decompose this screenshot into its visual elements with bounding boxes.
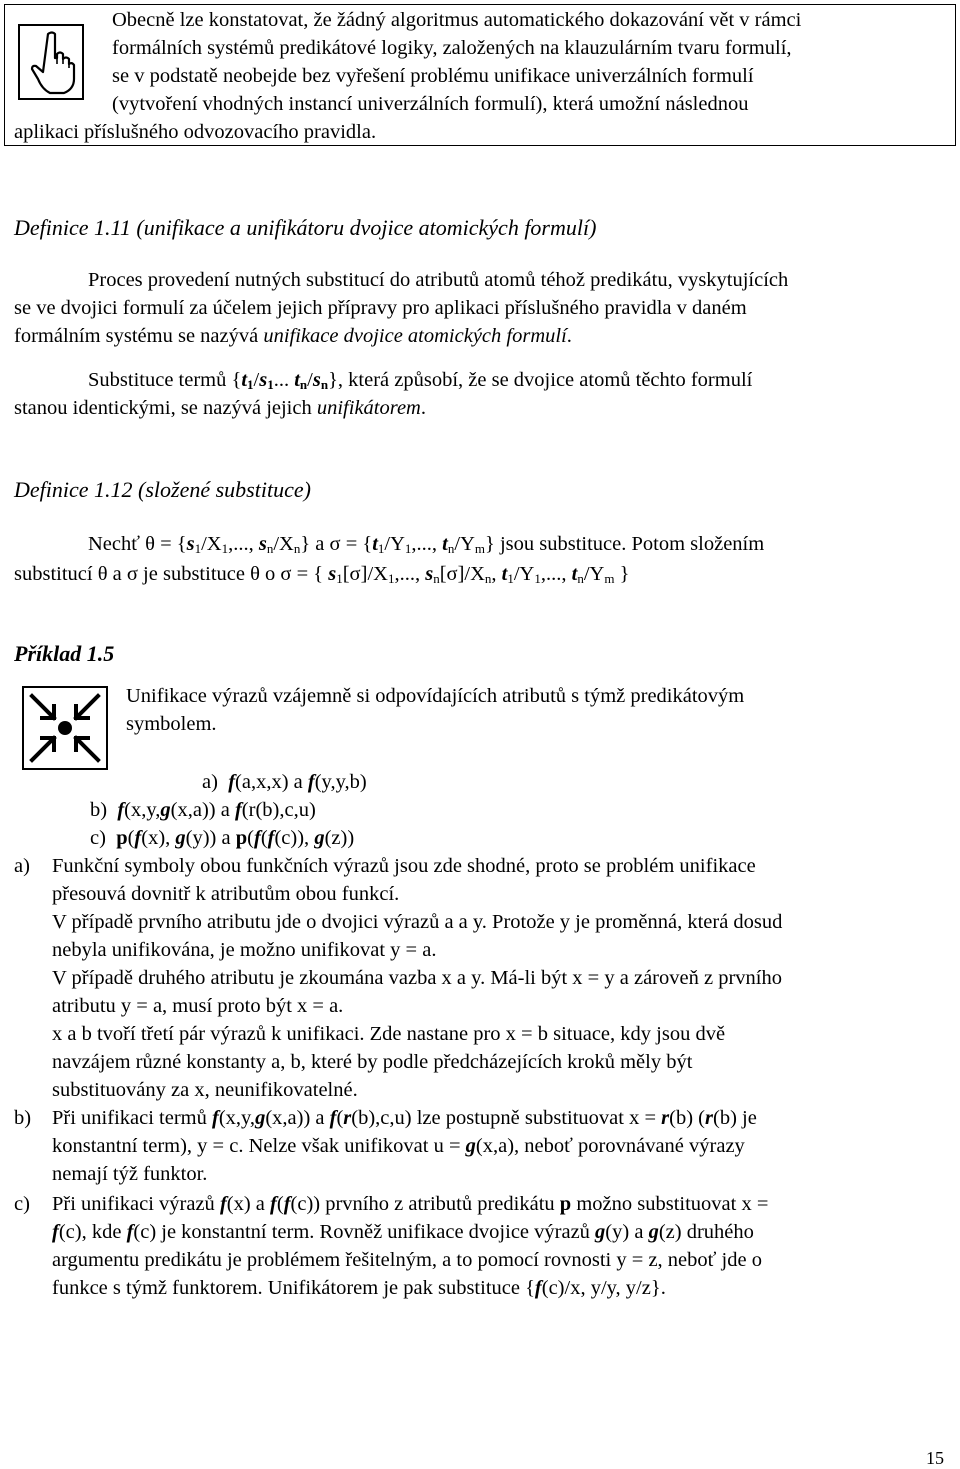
- solution-line: nemají týž funktor.: [52, 1163, 208, 1185]
- formula-line: substitucí θ a σ je substituce θ o σ = { $s_1[\sigma]/X_1$,..., $s_n[\sigma]/X_n$, $t_1/Y_1$,..., $t_n/Y_m$ }: [14, 563, 630, 586]
- example-item-a: a) f(a,x,x) a f(y,y,b): [202, 771, 367, 793]
- page-number: 15: [926, 1448, 944, 1468]
- note-line-4: (vytvoření vhodných instancí univerzálních formulí), která umožní následnou: [112, 93, 749, 115]
- solution-line: Při unifikaci termů f(x,y,g(x,a)) a f(r(b),c,u) lze postupně substituovat x = r(b) (r(b) je: [52, 1107, 757, 1129]
- example-title: Příklad 1.5: [14, 641, 115, 666]
- converging-arrows-icon: [22, 686, 108, 770]
- pointing-hand-icon: [18, 24, 84, 100]
- note-line-2: formálních systémů predikátové logiky, založených na klauzulárním tvaru formulí,: [112, 37, 792, 59]
- example-item-b: b) f(x,y,g(x,a)) a f(r(b),c,u): [90, 799, 316, 821]
- solution-line: argumentu predikátu je problémem řešitelným, a to pomocí rovnosti y = z, neboť jde o: [52, 1249, 762, 1271]
- solution-line: V případě prvního atributu jde o dvojici výrazů a a y. Protože y je proměnná, která dosud: [52, 911, 783, 933]
- solution-label: c): [14, 1193, 30, 1215]
- solution-label: a): [14, 855, 30, 877]
- solution-line: přesouvá dovnitř k atributům obou funkcí.: [52, 883, 400, 905]
- solution-label: b): [14, 1107, 32, 1129]
- solution-line: atributu y = a, musí proto být x = a.: [52, 995, 344, 1017]
- paragraph-line: se ve dvojici formulí za účelem jejich přípravy pro aplikaci příslušného pravidla v daném: [14, 297, 747, 319]
- note-line-1: Obecně lze konstatovat, že žádný algoritmus automatického dokazování vět v rámci: [112, 9, 802, 31]
- note-line-3: se v podstatě neobejde bez vyřešení problému unifikace univerzálních formulí: [112, 65, 754, 87]
- paragraph-line: Proces provedení nutných substitucí do atributů atomů téhož predikátu, vyskytujících: [88, 269, 789, 291]
- paragraph-line: Substituce termů {$t_1/s_1$... $t_n/s_n$}, která způsobí, že se dvojice atomů těchto formulí: [88, 369, 753, 392]
- paragraph-line: stanou identickými, se nazývá jejich unifikátorem.: [14, 397, 426, 419]
- solution-line: Funkční symboly obou funkčních výrazů jsou zde shodné, proto se problém unifikace: [52, 855, 756, 877]
- definition-title: Definice 1.11 (unifikace a unifikátoru dvojice atomických formulí): [14, 215, 597, 240]
- paragraph-line: formálním systému se nazývá unifikace dvojice atomických formulí.: [14, 325, 572, 347]
- solution-line: f(c), kde f(c) je konstantní term. Rovněž unifikace dvojice výrazů g(y) a g(z) druhého: [52, 1221, 754, 1243]
- solution-line: substituovány za x, neunifikovatelné.: [52, 1079, 358, 1101]
- note-line-5: aplikaci příslušného odvozovacího pravidla.: [14, 121, 377, 143]
- formula-line: Nechť $\theta = \{s_1/X_1$,..., $s_n/X_n$} a $\sigma = \{t_1/Y_1$,..., $t_n/Y_m$} jsou substituce. Potom složením: [88, 533, 765, 556]
- solution-line: nebyla unifikována, je možno unifikovat y = a.: [52, 939, 437, 961]
- example-intro: symbolem.: [126, 713, 217, 735]
- example-intro: Unifikace výrazů vzájemně si odpovídajících atributů s týmž predikátovým: [126, 685, 745, 707]
- definition-title: Definice 1.12 (složené substituce): [14, 477, 311, 502]
- solution-line: x a b tvoří třetí pár výrazů k unifikaci. Zde nastane pro x = b situace, kdy jsou dvě: [52, 1023, 726, 1045]
- solution-line: konstantní term), y = c. Nelze však unifikovat u = g(x,a), neboť porovnávané výrazy: [52, 1135, 745, 1157]
- solution-line: navzájem různé konstanty a, b, které by podle předcházejících kroků měly být: [52, 1051, 693, 1073]
- solution-line: Při unifikaci výrazů f(x) a f(f(c)) prvního z atributů predikátu p možno substituovat x =: [52, 1193, 769, 1215]
- solution-line: V případě druhého atributu je zkoumána vazba x a y. Má-li být x = y a zároveň z prvního: [52, 967, 782, 989]
- example-item-c: c) p(f(x), g(y)) a p(f(f(c)), g(z)): [90, 827, 355, 849]
- solution-line: funkce s týmž funktorem. Unifikátorem je pak substituce {f(c)/x, y/y, y/z}.: [52, 1277, 666, 1299]
